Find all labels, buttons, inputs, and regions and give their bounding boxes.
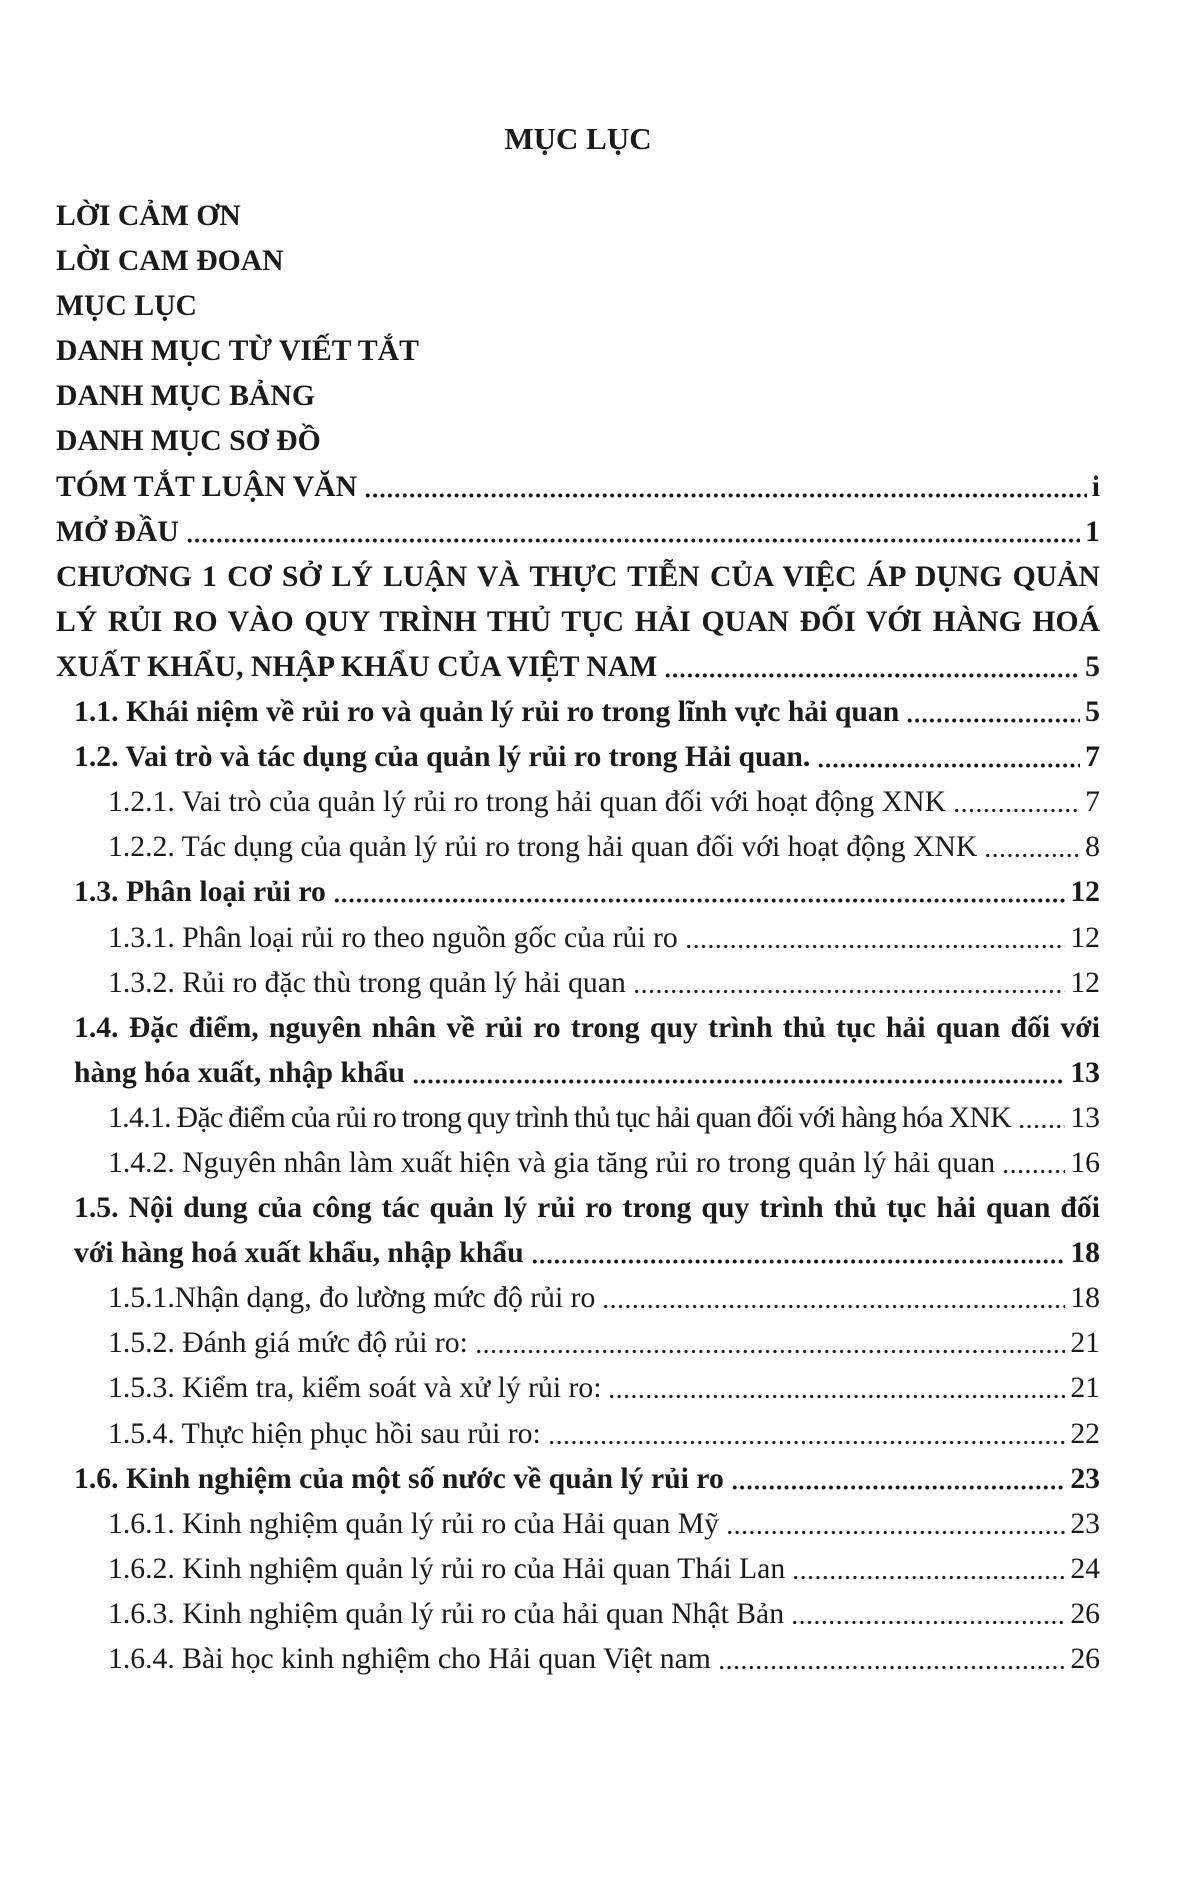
leader-dots: [953, 780, 1080, 825]
leader-dots: [531, 1231, 1066, 1276]
table-of-contents: [56, 194, 1100, 1682]
toc-entry-subsection-1-5-4: [56, 1412, 1100, 1457]
toc-entry-title-line: 1.4. Đặc điểm, nguyên nhân về rủi ro trong quy trình thủ tục hải quan đối với: [74, 1011, 1100, 1044]
page-number: 21: [1070, 1372, 1100, 1405]
toc-entry-title-line: 1.5. Nội dung của công tác quản lý rủi ro trong quy trình thủ tục hải quan đối: [74, 1192, 1100, 1225]
page-number: 24: [1070, 1552, 1100, 1585]
toc-entry-title: 1.4.1. Đặc điểm của rủi ro trong quy trình thủ tục hải quan đối với hàng hóa XNK: [108, 1101, 1012, 1134]
leader-dots: [685, 916, 1066, 961]
page-number: 5: [1085, 696, 1100, 729]
toc-entry-introduction: [56, 510, 1100, 555]
toc-entry-title-line: CHƯƠNG 1 CƠ SỞ LÝ LUẬN VÀ THỰC TIỄN CỦA VIỆC ÁP DỤNG QUẢN: [56, 560, 1100, 593]
toc-entry-title: 1.3.1. Phân loại rủi ro theo nguồn gốc của rủi ro: [108, 921, 678, 954]
leader-dots: [1002, 1141, 1065, 1186]
toc-entry-subsection-1-5-2: [56, 1321, 1100, 1366]
page-number: 8: [1085, 831, 1100, 864]
toc-entry-title: 1.2.1. Vai trò của quản lý rủi ro trong hải quan đối với hoạt động XNK: [108, 786, 947, 819]
toc-entry-subsection-1-6-2: [56, 1547, 1100, 1592]
toc-entry-section-1-4: [56, 1006, 1100, 1096]
toc-entry-title: 1.6.4. Bài học kinh nghiệm cho Hải quan Việt nam: [108, 1643, 711, 1675]
leader-dots: [984, 825, 1080, 870]
toc-entry-title: MỞ ĐẦU: [56, 515, 179, 548]
page-number: 1: [1085, 515, 1100, 548]
leader-dots: [333, 870, 1065, 915]
toc-entry-title: 1.3. Phân loại rủi ro: [74, 876, 326, 909]
toc-entry-thesis-summary: [56, 465, 1100, 510]
toc-entry-subsection-1-4-2: [56, 1141, 1100, 1186]
toc-entry-title: DANH MỤC TỪ VIẾT TẮT: [56, 335, 419, 368]
toc-entry-subsection-1-6-4: [56, 1637, 1100, 1682]
toc-entry-title: 1.5.4. Thực hiện phục hồi sau rủi ro:: [108, 1417, 541, 1450]
toc-entry-title: XUẤT KHẨU, NHẬP KHẨU CỦA VIỆT NAM: [56, 650, 658, 683]
toc-entry-title-line: [56, 1051, 1100, 1096]
page-number: 23: [1070, 1507, 1100, 1540]
toc-entry-title: 1.2. Vai trò và tác dụng của quản lý rủi ro trong Hải quan.: [74, 741, 811, 774]
toc-entry-title: hàng hóa xuất, nhập khẩu: [74, 1056, 405, 1089]
leader-dots: [1018, 1096, 1065, 1141]
leader-dots: [817, 735, 1080, 780]
toc-entry-section-1-5: [56, 1186, 1100, 1276]
page-number: 13: [1070, 1056, 1100, 1089]
toc-entry-title: 1.6. Kinh nghiệm của một số nước về quản lý rủi ro: [74, 1462, 724, 1495]
page-number: 26: [1070, 1643, 1100, 1675]
leader-dots: [186, 510, 1080, 555]
leader-dots: [412, 1051, 1065, 1096]
page-title: MỤC LỤC: [504, 121, 652, 156]
toc-entry-chapter-1: [56, 555, 1100, 690]
toc-entry-title-line: LÝ RỦI RO VÀO QUY TRÌNH THỦ TỤC HẢI QUAN ĐỐI VỚI HÀNG HOÁ: [56, 605, 1100, 638]
toc-entry-title: 1.6.3. Kinh nghiệm quản lý rủi ro của hải quan Nhật Bản: [108, 1597, 785, 1630]
toc-entry-title: với hàng hoá xuất khẩu, nhập khẩu: [74, 1237, 524, 1270]
leader-dots: [664, 645, 1080, 690]
page-number: 22: [1070, 1417, 1100, 1450]
toc-entry-title: 1.5.3. Kiểm tra, kiểm soát và xử lý rủi ro:: [108, 1372, 602, 1405]
toc-entry-title: TÓM TẮT LUẬN VĂN: [56, 470, 358, 503]
leader-dots: [792, 1547, 1065, 1592]
page-number: 16: [1070, 1146, 1100, 1179]
toc-entry-subsection-1-3-2: [56, 961, 1100, 1006]
toc-entry-subsection-1-6-3: [56, 1592, 1100, 1637]
toc-entry-title: 1.6.1. Kinh nghiệm quản lý rủi ro của Hải quan Mỹ: [108, 1507, 719, 1540]
toc-entry-subsection-1-5-3: [56, 1366, 1100, 1411]
leader-dots: [548, 1412, 1066, 1457]
toc-entry-subsection-1-2-2: [56, 825, 1100, 870]
leader-dots: [475, 1321, 1065, 1366]
toc-entry-title: LỜI CAM ĐOAN: [56, 245, 284, 278]
page-number: 7: [1085, 741, 1100, 774]
toc-entry-subsection-1-5-1: [56, 1276, 1100, 1321]
leader-dots: [726, 1502, 1065, 1547]
toc-entry-section-1-2: [56, 735, 1100, 780]
leader-dots: [731, 1457, 1066, 1502]
toc-entry-title: 1.1. Khái niệm về rủi ro và quản lý rủi ro trong lĩnh vực hải quan: [74, 696, 900, 729]
toc-entry-subsection-1-6-1: [56, 1502, 1100, 1547]
toc-entry-title: 1.5.2. Đánh giá mức độ rủi ro:: [108, 1327, 468, 1360]
toc-entry-subsection-1-4-1: [56, 1096, 1100, 1141]
page-number: 21: [1070, 1327, 1100, 1360]
page-number: i: [1091, 470, 1100, 503]
toc-entry-title: 1.6.2. Kinh nghiệm quản lý rủi ro của Hải quan Thái Lan: [108, 1552, 786, 1585]
toc-entry-title: MỤC LỤC: [56, 290, 198, 323]
toc-entry-title: 1.5.1.Nhận dạng, đo lường mức độ rủi ro: [108, 1282, 596, 1315]
toc-entry-subsection-1-3-1: [56, 916, 1100, 961]
toc-entry-title: 1.3.2. Rủi ro đặc thù trong quản lý hải quan: [108, 966, 626, 999]
toc-entry-subsection-1-2-1: [56, 780, 1100, 825]
toc-entry-contents: [56, 284, 1100, 329]
leader-dots: [633, 961, 1066, 1006]
toc-entry-title-line: [56, 645, 1100, 690]
toc-entry-title-line: [56, 1231, 1100, 1276]
toc-entry-title: 1.2.2. Tác dụng của quản lý rủi ro trong hải quan đối với hoạt động XNK: [108, 831, 978, 864]
toc-entry-title: DANH MỤC SƠ ĐỒ: [56, 425, 321, 458]
page-number: 7: [1085, 786, 1100, 819]
page-number: 12: [1070, 876, 1100, 909]
page-number: 26: [1070, 1597, 1100, 1630]
leader-dots: [608, 1366, 1065, 1411]
page-number: 23: [1070, 1462, 1100, 1495]
page-number: 18: [1070, 1237, 1100, 1270]
toc-entry-section-1-1: [56, 690, 1100, 735]
page-number: 12: [1070, 966, 1100, 999]
toc-entry-section-1-3: [56, 870, 1100, 915]
leader-dots: [906, 690, 1080, 735]
page-number: 18: [1070, 1282, 1100, 1315]
toc-entry-section-1-6: [56, 1457, 1100, 1502]
toc-entry-declaration: [56, 239, 1100, 284]
page-number: 13: [1070, 1101, 1100, 1134]
leader-dots: [602, 1276, 1065, 1321]
toc-entry-title: LỜI CẢM ƠN: [56, 200, 241, 232]
toc-entry-title: 1.4.2. Nguyên nhân làm xuất hiện và gia tăng rủi ro trong quản lý hải quan: [108, 1146, 996, 1179]
page-number: 12: [1070, 921, 1100, 954]
toc-entry-acknowledgements: [56, 194, 1100, 239]
leader-dots: [364, 465, 1087, 510]
toc-entry-list-of-diagrams: [56, 419, 1100, 464]
leader-dots: [791, 1592, 1065, 1637]
toc-entry-abbreviations: [56, 329, 1100, 374]
page-number: 5: [1085, 650, 1100, 683]
leader-dots: [718, 1637, 1065, 1682]
toc-entry-title: DANH MỤC BẢNG: [56, 380, 315, 413]
toc-entry-list-of-tables: [56, 374, 1100, 419]
